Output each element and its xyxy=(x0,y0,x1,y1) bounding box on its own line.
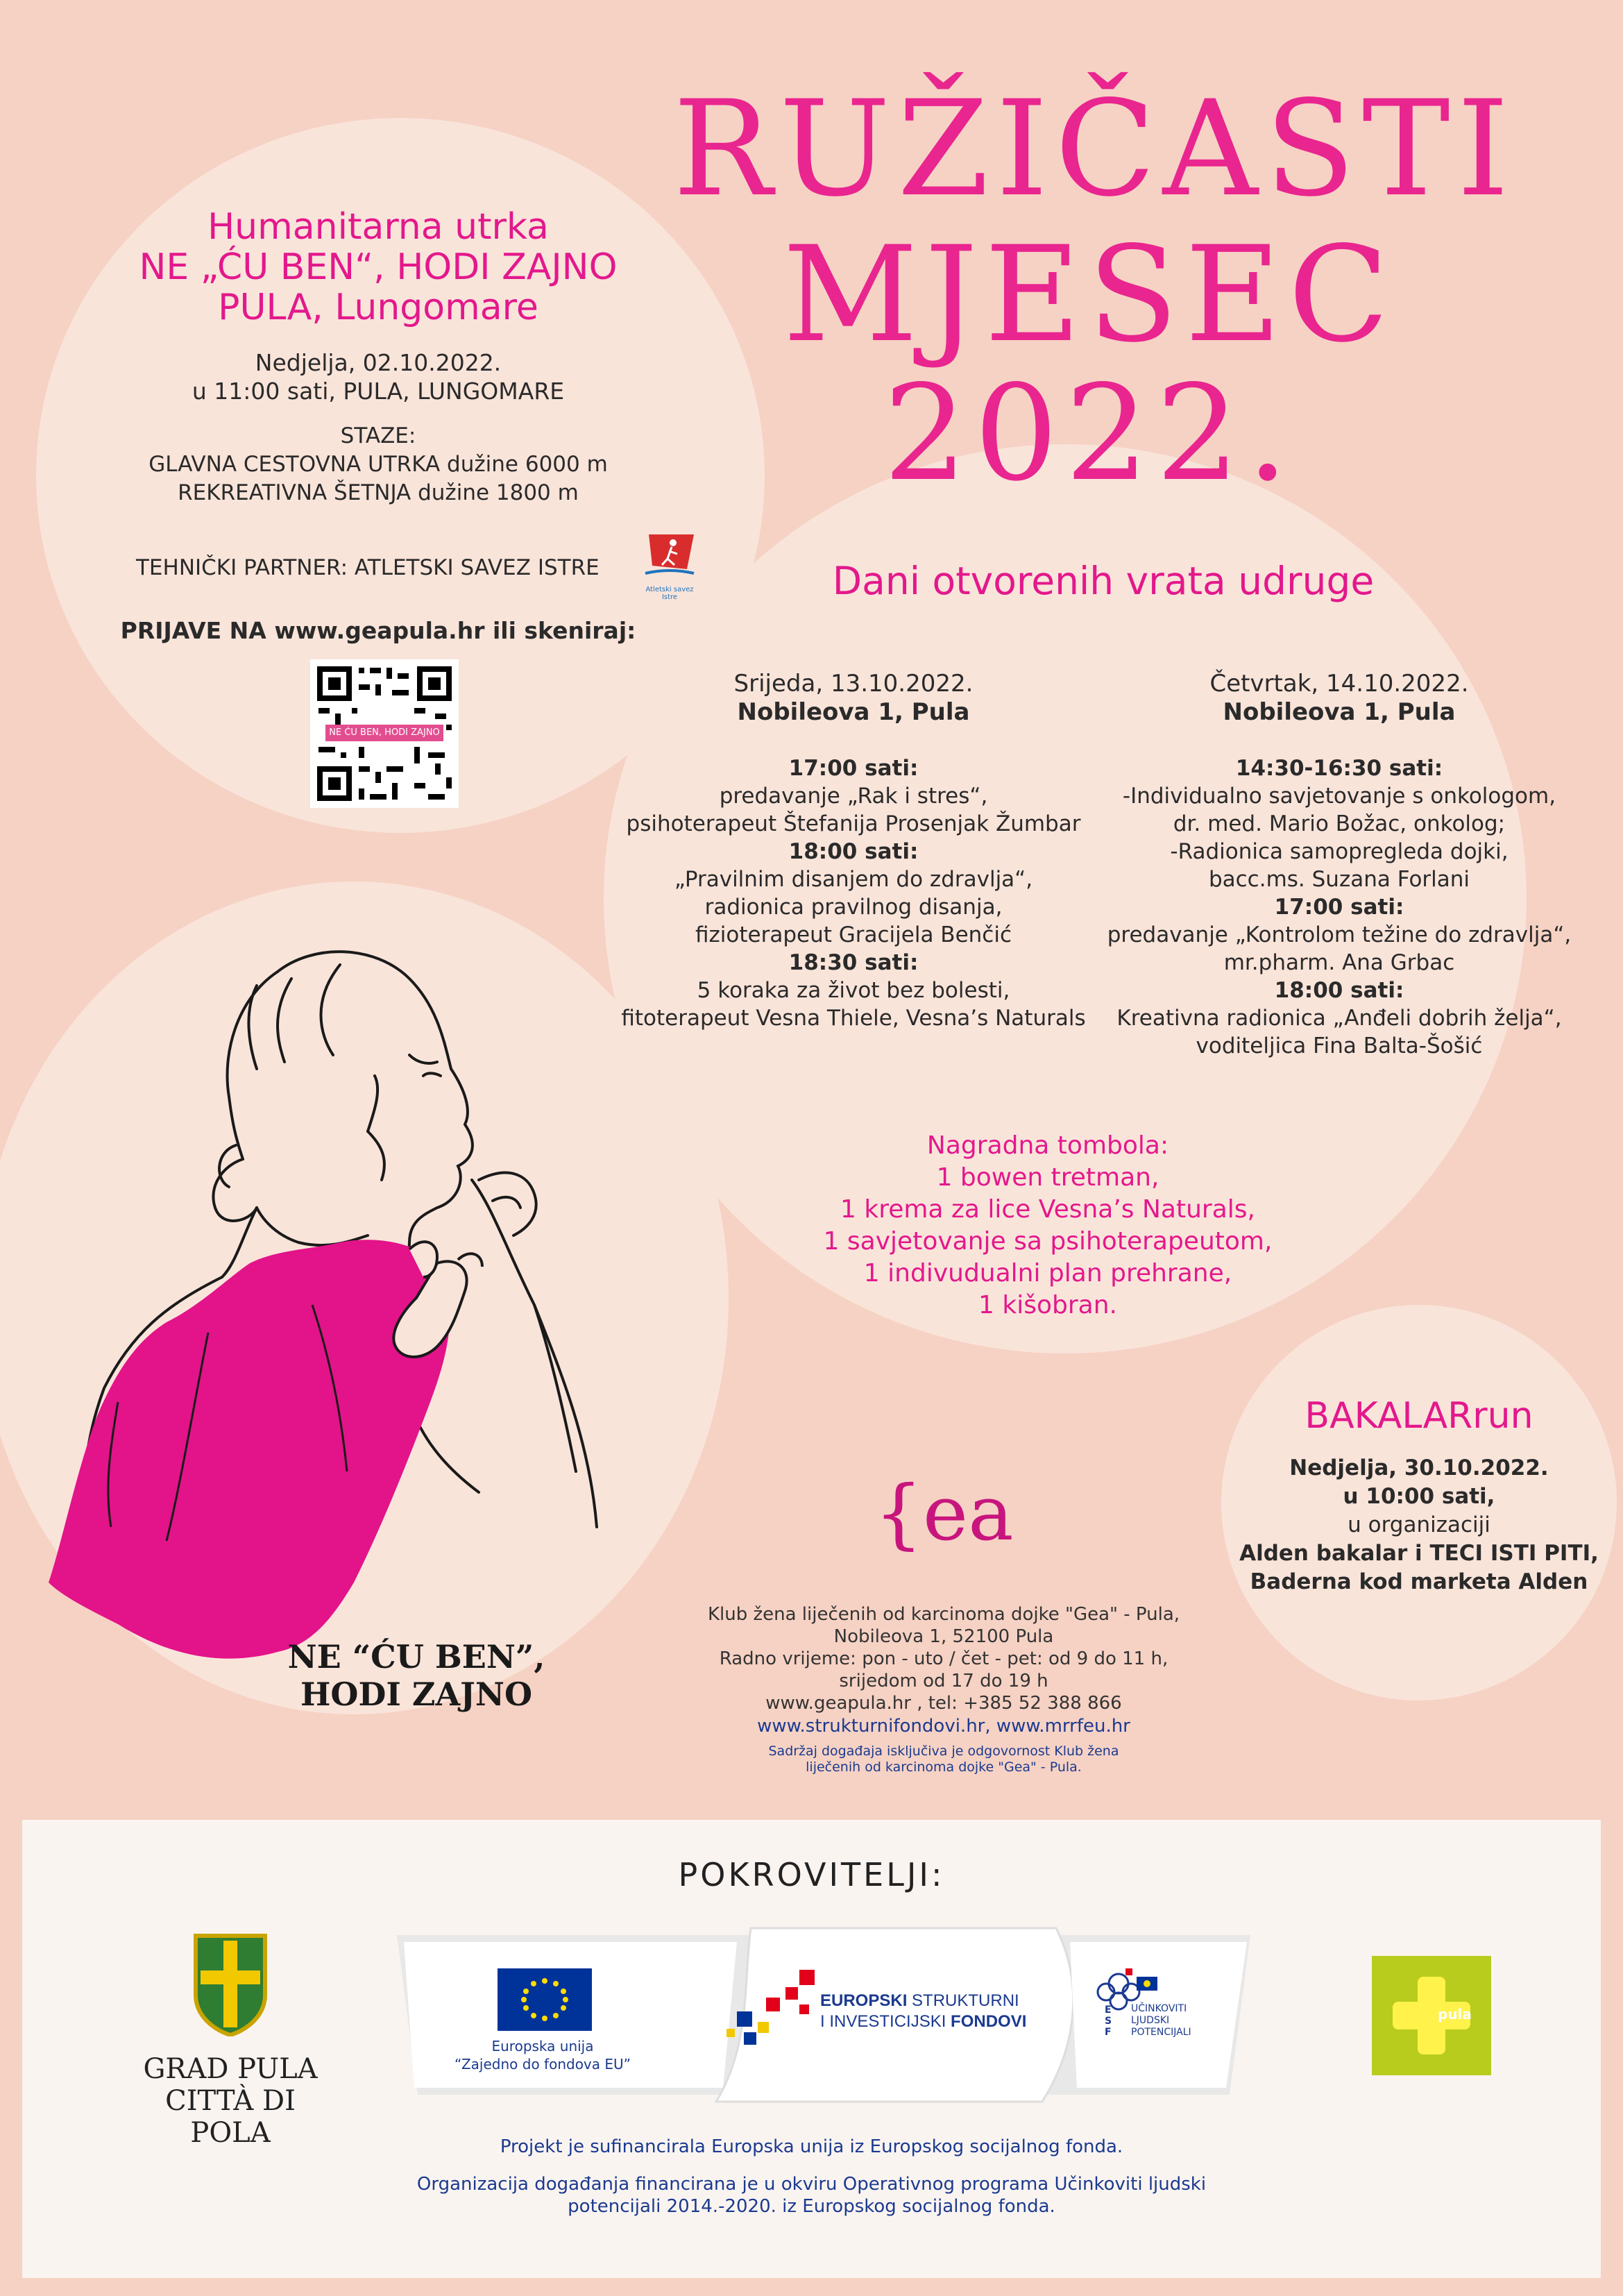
title-line-2: MJESEC xyxy=(783,218,1396,371)
gea-disclaimer xyxy=(694,1744,1193,1775)
race-time: u 11:00 sati, PULA, LUNGOMARE xyxy=(192,378,565,405)
grad-pula-2: CITTÀ DI POLA xyxy=(165,2085,296,2149)
bakalar-heading: BAKALARrun xyxy=(1305,1395,1533,1437)
gea-line-3: srijedom od 17 do 19 h xyxy=(839,1671,1048,1691)
qr-label: NE ĆU BEN, HODI ZAJNO xyxy=(325,725,443,741)
esif-text xyxy=(820,1991,1042,2032)
eu-caption-1: Europska unija xyxy=(491,2038,594,2054)
day2-date: Četvrtak, 14.10.2022. xyxy=(1209,670,1469,698)
day2-line-10: voditeljica Fina Balta-Šošić xyxy=(1196,1033,1483,1058)
day2-block xyxy=(1103,670,1575,1060)
day2-program xyxy=(1103,754,1575,1060)
pula-plus-logo xyxy=(1372,1956,1491,2075)
esif-text-1a: EUROPSKI xyxy=(820,1991,912,2010)
day2-line-0: 14:30-16:30 sati: xyxy=(1235,756,1443,781)
tombola-line-0: Nagradna tombola: xyxy=(926,1131,1169,1160)
gea-disclaimer-1: Sadržaj događaja isključiva je odgovornost Klub žena xyxy=(768,1744,1119,1759)
day1-line-2: psihoterapeut Štefanija Prosenjak Žumbar xyxy=(626,811,1081,836)
day1-line-1: predavanje „Rak i stres“, xyxy=(719,784,988,809)
day1-line-7: 18:30 sati: xyxy=(788,950,919,975)
ulp-text-2: LJUDSKI xyxy=(1131,2015,1170,2026)
coat-of-arms-icon xyxy=(192,1932,269,2036)
footer-2: Organizacija događanja financirana je u okviru Operativnog programa Učinkoviti ljudski xyxy=(416,2174,1207,2195)
tombola-line-4: 1 indivudualni plan prehrane, xyxy=(863,1259,1232,1288)
esif-text-1b: STRUKTURNI xyxy=(912,1991,1019,2010)
bakalar-line-3: Alden bakalar i TECI ISTI PITI, xyxy=(1239,1541,1599,1566)
day1-line-4: „Pravilnim disanjem do zdravlja“, xyxy=(674,867,1033,892)
day1-block xyxy=(604,670,1103,1032)
day2-line-5: 17:00 sati: xyxy=(1274,895,1404,920)
gea-contact xyxy=(694,1603,1193,1714)
title-line-1: RUŽIČASTI xyxy=(673,72,1516,226)
pula-plus-text: pula xyxy=(1438,2006,1472,2023)
race-heading-1: Humanitarna utrka xyxy=(207,206,549,248)
race-track-2: REKREATIVNA ŠETNJA dužine 1800 m xyxy=(178,480,579,505)
gea-disclaimer-2: liječenih od karcinoma dojke "Gea" - Pula. xyxy=(806,1759,1082,1775)
tombola-block xyxy=(798,1130,1298,1322)
footer-3: potencijali 2014.-2020. iz Europskog socijalnog fonda. xyxy=(568,2196,1055,2217)
esif-text-2b: FONDOVI xyxy=(951,2012,1027,2031)
day2-line-9: Kreativna radionica „Anđeli dobrih želja“, xyxy=(1116,1006,1562,1031)
grad-pula-logo xyxy=(126,1932,334,2149)
ulp-text-3: POTENCIJALI xyxy=(1131,2027,1191,2038)
slogan-line-2: HODI ZAJNO xyxy=(300,1675,533,1713)
gea-line-1: Nobileova 1, 52100 Pula xyxy=(833,1626,1054,1647)
day2-line-2: dr. med. Mario Božac, onkolog; xyxy=(1173,811,1506,836)
day2-line-3: -Radionica samopregleda dojki, xyxy=(1170,839,1509,864)
day1-line-5: radionica pravilnog disanja, xyxy=(704,895,1003,920)
tombola-line-3: 1 savjetovanje sa psihoterapeutom, xyxy=(823,1227,1273,1256)
gea-line-0: Klub žena liječenih od karcinoma dojke "Gea" - Pula, xyxy=(707,1604,1180,1625)
race-heading-3: PULA, Lungomare xyxy=(218,287,538,328)
ulp-text-1: UČINKOVITI xyxy=(1131,2003,1187,2014)
plus-icon xyxy=(1372,1956,1491,2075)
race-track-1: GLAVNA CESTOVNA UTRKA dužine 6000 m xyxy=(148,452,608,477)
day1-program xyxy=(604,754,1103,1032)
bakalar-details xyxy=(1221,1454,1617,1596)
gea-logo: {ea xyxy=(874,1469,1014,1558)
day1-line-8: 5 koraka za život bez bolesti, xyxy=(697,978,1010,1003)
day2-line-6: predavanje „Kontrolom težine do zdravlja“, xyxy=(1107,922,1572,947)
partner-logo-text: Atletski savez Istre xyxy=(645,586,694,601)
slogan-line-1: NE “ĆU BEN”, xyxy=(287,1638,545,1675)
title-line-3: 2022. xyxy=(883,357,1295,510)
partner-logo xyxy=(638,527,701,604)
bakalar-block xyxy=(1221,1392,1617,1596)
esf-letters: ESF xyxy=(1105,2004,1112,2038)
day1-date: Srijeda, 13.10.2022. xyxy=(733,670,974,698)
bakalar-line-1: u 10:00 sati, xyxy=(1343,1484,1495,1509)
grad-pula-1: GRAD PULA xyxy=(143,2053,318,2085)
eu-flag xyxy=(498,1968,592,2031)
gea-line-4: www.geapula.hr , tel: +385 52 388 866 xyxy=(765,1693,1122,1714)
race-prijave: PRIJAVE NA www.geapula.hr ili skeniraj: xyxy=(120,617,636,644)
race-staze: STAZE: xyxy=(340,423,416,448)
footer-1: Projekt je sufinancirala Europska unija iz Europskog socijalnog fonda. xyxy=(500,2136,1123,2157)
day1-line-6: fizioterapeut Gracijela Benčić xyxy=(695,922,1012,947)
ulp-text xyxy=(1131,2003,1214,2038)
eu-banner xyxy=(390,1921,1261,2109)
gea-links: www.strukturnifondovi.hr, www.mrrfeu.hr xyxy=(757,1716,1130,1737)
eu-stars-icon xyxy=(498,1968,592,2031)
gea-line-2: Radno vrijeme: pon - uto / čet - pet: od 9 do 11 h, xyxy=(719,1648,1169,1669)
day2-line-1: -Individualno savjetovanje s onkologom, xyxy=(1122,784,1556,809)
tombola-line-1: 1 bowen tretman, xyxy=(936,1163,1159,1192)
race-partner: TEHNIČKI PARTNER: ATLETSKI SAVEZ ISTRE xyxy=(136,555,600,580)
open-days-heading: Dani otvorenih vrata udruge xyxy=(832,559,1375,603)
day1-line-0: 17:00 sati: xyxy=(788,756,919,781)
sponsors-panel xyxy=(22,1820,1601,2278)
day2-line-7: mr.pharm. Ana Grbac xyxy=(1223,950,1455,975)
qr-code[interactable] xyxy=(310,659,459,808)
race-block xyxy=(83,207,673,507)
race-heading-2: NE „ĆU BEN“, HODI ZAJNO xyxy=(139,246,618,288)
woman-illustration xyxy=(49,916,659,1707)
day1-line-9: fitoterapeut Vesna Thiele, Vesna’s Naturals xyxy=(621,1006,1086,1031)
race-date: Nedjelja, 02.10.2022. xyxy=(255,349,502,376)
day1-line-3: 18:00 sati: xyxy=(788,839,919,864)
day1-place: Nobileova 1, Pula xyxy=(737,698,970,726)
esif-squares-icon xyxy=(723,1963,827,2053)
bakalar-line-4: Baderna kod marketa Alden xyxy=(1250,1569,1588,1594)
running-figure-icon xyxy=(638,527,701,583)
slogan xyxy=(264,1638,569,1713)
tombola-line-5: 1 kišobran. xyxy=(978,1291,1117,1319)
tombola-line-2: 1 krema za lice Vesna’s Naturals, xyxy=(840,1195,1255,1224)
sponsors-heading: POKROVITELJI: xyxy=(678,1856,945,1893)
bakalar-line-0: Nedjelja, 30.10.2022. xyxy=(1289,1455,1549,1480)
eu-caption-2: “Zajedno do fondova EU” xyxy=(454,2056,631,2073)
day2-line-8: 18:00 sati: xyxy=(1274,978,1404,1003)
bakalar-line-2: u organizaciji xyxy=(1348,1512,1490,1537)
day2-place: Nobileova 1, Pula xyxy=(1223,698,1456,726)
esif-text-2a: I INVESTICIJSKI xyxy=(820,2012,951,2031)
day2-line-4: bacc.ms. Suzana Forlani xyxy=(1208,867,1470,892)
